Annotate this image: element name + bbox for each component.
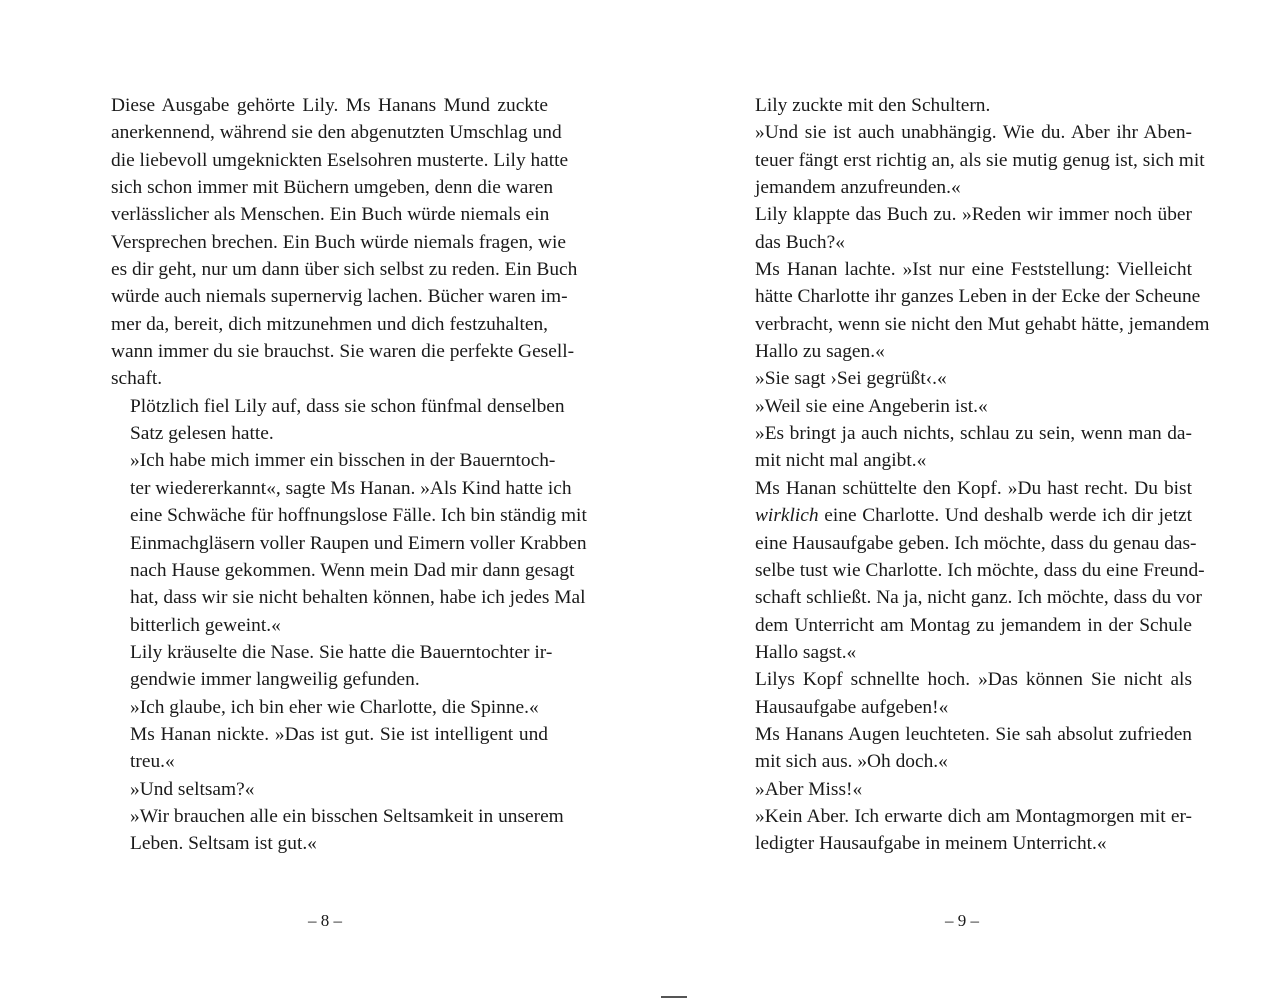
- text-line: es dir geht, nur um dann über sich selbst zu reden. Ein Buch: [111, 259, 578, 281]
- text-line: treu.«: [130, 751, 175, 773]
- paragraph: [736, 365, 1192, 392]
- page-number-left: – 8 –: [308, 911, 342, 930]
- paragraph: [111, 721, 548, 776]
- text-span: eine Charlotte. Und deshalb werde ich dir jetzt: [818, 505, 1192, 527]
- text-line: ter wiedererkannt«, sagte Ms Hanan. »Als Kind hatte ich: [130, 477, 572, 499]
- text-line: Ms Hanan nickte. »Das ist gut. Sie ist intelligent und: [130, 723, 548, 745]
- text-line: Plötzlich fiel Lily auf, dass sie schon fünfmal denselben: [130, 395, 565, 417]
- text-line: Satz gelesen hatte.: [130, 423, 274, 445]
- text-line: anerkennend, während sie den abgenutzten Umschlag und: [111, 122, 562, 144]
- text-line: »Und seltsam?«: [130, 778, 255, 800]
- emphasis: wirklich: [755, 505, 819, 527]
- paragraph: [736, 92, 1192, 119]
- text-line: »Ich habe mich immer ein bisschen in der Bauerntoch-: [130, 450, 556, 472]
- paragraph: [111, 92, 578, 393]
- paragraph: [111, 776, 548, 803]
- paragraph: [736, 201, 1192, 256]
- text-line: hätte Charlotte ihr ganzes Leben in der Ecke der Scheune: [755, 286, 1201, 308]
- text-line: eine Hausaufgabe geben. Ich möchte, dass du genau das-: [755, 532, 1197, 554]
- text-line: Versprechen brechen. Ein Buch würde niemals fragen, wie: [111, 231, 566, 253]
- text-line: Lily klappte das Buch zu. »Reden wir immer noch über: [755, 204, 1192, 226]
- text-line: schaft.: [111, 368, 163, 390]
- text-line: selbe tust wie Charlotte. Ich möchte, dass du eine Freund-: [755, 559, 1205, 581]
- paragraph: [111, 694, 548, 721]
- paragraph: [736, 256, 1210, 365]
- text-line: hat, dass wir sie nicht behalten können, habe ich jedes Mal: [130, 587, 586, 609]
- text-line: »Und sie ist auch unabhängig. Wie du. Aber ihr Aben-: [755, 122, 1192, 144]
- text-line: bitterlich geweint.«: [130, 614, 281, 636]
- text-line: die liebevoll umgeknickten Eselsohren musterte. Lily hatte: [111, 149, 569, 171]
- text-line: [736, 502, 1192, 529]
- paragraph: [736, 666, 1192, 721]
- left-page: [111, 92, 587, 858]
- paragraph: [111, 393, 565, 448]
- text-line: ledigter Hausaufgabe in meinem Unterricht.«: [755, 833, 1107, 855]
- text-line: »Weil sie eine Angeberin ist.«: [755, 395, 988, 417]
- text-line: »Wir brauchen alle ein bisschen Seltsamkeit in unserem: [130, 805, 564, 827]
- paragraph: [736, 803, 1192, 858]
- text-line: »Ich glaube, ich bin eher wie Charlotte, die Spinne.«: [130, 696, 539, 718]
- text-line: »Aber Miss!«: [755, 778, 863, 800]
- right-page: [736, 92, 1210, 858]
- text-line: teuer fängt erst richtig an, als sie mutig genug ist, sich mit: [755, 149, 1205, 171]
- text-line: eine Schwäche für hoffnungslose Fälle. Ich bin ständig mit: [130, 505, 587, 527]
- text-line: nach Hause gekommen. Wenn mein Dad mir dann gesagt: [130, 559, 575, 581]
- text-line: mit nicht mal angibt.«: [755, 450, 927, 472]
- text-line: Ms Hanans Augen leuchteten. Sie sah absolut zufrieden: [755, 723, 1192, 745]
- text-line: Ms Hanan lachte. »Ist nur eine Feststellung: Vielleicht: [755, 259, 1192, 281]
- paragraph: [736, 119, 1205, 201]
- text-line: Lilys Kopf schnellte hoch. »Das können Sie nicht als: [755, 669, 1192, 691]
- text-line: »Kein Aber. Ich erwarte dich am Montagmorgen mit er-: [755, 805, 1192, 827]
- text-line: verlässlicher als Menschen. Ein Buch würde niemals ein: [111, 204, 550, 226]
- text-line: Hausaufgabe aufgeben!«: [755, 696, 949, 718]
- text-line: Diese Ausgabe gehörte Lily. Ms Hanans Mund zuckte: [111, 95, 548, 116]
- paragraph: [736, 721, 1192, 776]
- page-number-right: – 9 –: [945, 911, 979, 930]
- text-line: verbracht, wenn sie nicht den Mut gehabt hätte, jemandem: [755, 313, 1210, 335]
- paragraph: [111, 803, 564, 858]
- paragraph: [111, 639, 553, 694]
- text-line: »Sie sagt ›Sei gegrüßt‹.«: [755, 368, 947, 390]
- paragraph: [736, 776, 1192, 803]
- text-line: Lily zuckte mit den Schultern.: [755, 95, 991, 116]
- text-line: mit sich aus. »Oh doch.«: [755, 751, 948, 773]
- text-line: würde auch niemals supernervig lachen. Bücher waren im-: [111, 286, 568, 308]
- text-line: mer da, bereit, dich mitzunehmen und dich festzuhalten,: [111, 313, 548, 335]
- text-line: Lily kräuselte die Nase. Sie hatte die Bauerntochter ir-: [130, 641, 553, 663]
- text-line: Ms Hanan schüttelte den Kopf. »Du hast recht. Du bist: [755, 477, 1192, 499]
- text-line: »Es bringt ja auch nichts, schlau zu sein, wenn man da-: [755, 423, 1192, 445]
- text-line: sich schon immer mit Büchern umgeben, denn die waren: [111, 177, 554, 199]
- text-line: dem Unterricht am Montag zu jemandem in der Schule: [755, 614, 1192, 636]
- bottom-edge-mark: [661, 996, 687, 998]
- text-line: gendwie immer langweilig gefunden.: [130, 669, 420, 691]
- text-line: wann immer du sie brauchst. Sie waren die perfekte Gesell-: [111, 341, 575, 363]
- paragraph: [111, 447, 587, 638]
- paragraph: [736, 393, 1192, 420]
- paragraph: [736, 475, 1205, 666]
- text-line: Hallo sagst.«: [755, 641, 857, 663]
- text-line: Hallo zu sagen.«: [755, 341, 885, 363]
- paragraph: [736, 420, 1192, 475]
- text-line: jemandem anzufreunden.«: [755, 177, 961, 199]
- text-line: schaft schließt. Na ja, nicht ganz. Ich möchte, dass du vor: [755, 587, 1202, 609]
- text-line: Leben. Seltsam ist gut.«: [130, 833, 317, 855]
- text-line: das Buch?«: [755, 231, 845, 253]
- text-line: Einmachgläsern voller Raupen und Eimern voller Krabben: [130, 532, 587, 554]
